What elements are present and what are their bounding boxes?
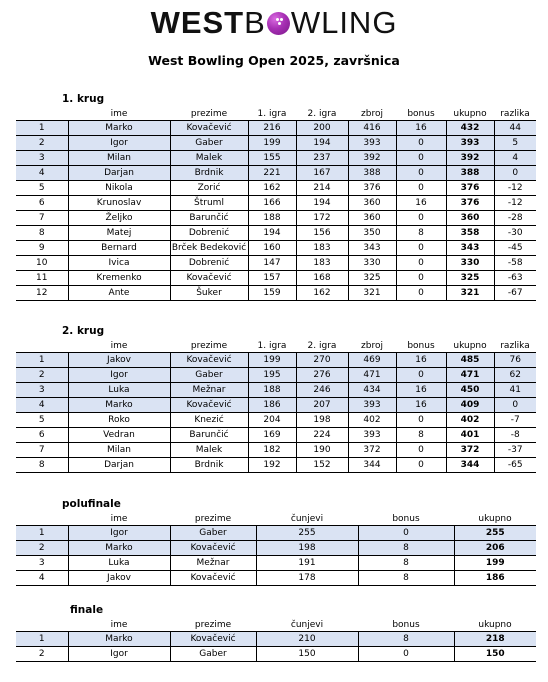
column-header: ime bbox=[110, 619, 128, 630]
table-cell: 401 bbox=[446, 428, 494, 443]
table-cell: 16 bbox=[396, 196, 446, 211]
column-header: ime bbox=[110, 108, 128, 119]
column-header: čunjevi bbox=[290, 513, 324, 524]
table-cell: 393 bbox=[348, 428, 396, 443]
table-cell: Dobrenić bbox=[170, 256, 248, 271]
logo-text-west: WEST bbox=[150, 5, 245, 40]
table-cell: 166 bbox=[248, 196, 296, 211]
table-cell: 147 bbox=[248, 256, 296, 271]
table-cell: Ivica bbox=[68, 256, 170, 271]
table-cell: 8 bbox=[16, 458, 68, 473]
table-row bbox=[16, 458, 536, 473]
table-cell: 16 bbox=[396, 121, 446, 136]
table-cell: 0 bbox=[396, 166, 446, 181]
table-cell: 4 bbox=[16, 398, 68, 413]
table-cell: 372 bbox=[348, 443, 396, 458]
page-title: West Bowling Open 2025, završnica bbox=[148, 53, 400, 68]
table-cell: Bernard bbox=[68, 241, 170, 256]
table-cell: Šuker bbox=[170, 286, 248, 301]
column-header: čunjevi bbox=[290, 619, 324, 630]
table-cell: 16 bbox=[396, 383, 446, 398]
table-cell: -30 bbox=[494, 226, 536, 241]
table-row bbox=[16, 181, 536, 196]
table-cell: 321 bbox=[348, 286, 396, 301]
table-cell: 152 bbox=[296, 458, 348, 473]
table-cell: Mežnar bbox=[170, 383, 248, 398]
table-cell: 199 bbox=[248, 353, 296, 368]
table-cell: 198 bbox=[256, 541, 358, 556]
column-header bbox=[16, 107, 68, 121]
table-cell: Darjan bbox=[68, 166, 170, 181]
table-cell: -45 bbox=[494, 241, 536, 256]
table-row bbox=[16, 383, 536, 398]
column-header bbox=[16, 512, 68, 526]
table-cell: 8 bbox=[358, 556, 454, 571]
table-cell: 156 bbox=[296, 226, 348, 241]
table-cell: 8 bbox=[396, 226, 446, 241]
table-cell: Luka bbox=[68, 383, 170, 398]
table-row bbox=[16, 571, 536, 586]
column-header: ukupno bbox=[453, 108, 487, 119]
table-cell: 255 bbox=[454, 526, 536, 541]
table-cell: 150 bbox=[256, 647, 358, 662]
table-cell: 3 bbox=[16, 556, 68, 571]
column-header: 2. igra bbox=[307, 108, 337, 119]
table-header-row bbox=[16, 512, 536, 526]
table-cell: 343 bbox=[348, 241, 396, 256]
column-header: prezime bbox=[194, 619, 232, 630]
table-row bbox=[16, 647, 536, 662]
table-cell: Kovačević bbox=[170, 398, 248, 413]
table-row bbox=[16, 196, 536, 211]
table-cell: 41 bbox=[494, 383, 536, 398]
final-heading: finale bbox=[70, 604, 104, 616]
table-cell: Luka bbox=[68, 556, 170, 571]
column-header: prezime bbox=[194, 513, 232, 524]
table-cell: 8 bbox=[16, 226, 68, 241]
table-cell: 358 bbox=[446, 226, 494, 241]
table-cell: 255 bbox=[256, 526, 358, 541]
table-cell: 167 bbox=[296, 166, 348, 181]
table-cell: 1 bbox=[16, 526, 68, 541]
table-cell: Milan bbox=[68, 443, 170, 458]
table-row bbox=[16, 136, 536, 151]
column-header: prezime bbox=[190, 108, 228, 119]
table-cell: -37 bbox=[494, 443, 536, 458]
table-cell: 10 bbox=[16, 256, 68, 271]
round1-table bbox=[16, 107, 536, 301]
table-cell: 3 bbox=[16, 151, 68, 166]
table-cell: Igor bbox=[68, 368, 170, 383]
table-cell: Gaber bbox=[170, 136, 248, 151]
table-cell: 343 bbox=[446, 241, 494, 256]
table-row bbox=[16, 166, 536, 181]
table-cell: 12 bbox=[16, 286, 68, 301]
column-header: ukupno bbox=[453, 340, 487, 351]
table-cell: 376 bbox=[446, 196, 494, 211]
table-cell: Malek bbox=[170, 151, 248, 166]
table-cell: 4 bbox=[16, 571, 68, 586]
logo-text-b: B bbox=[244, 5, 266, 40]
table-cell: 188 bbox=[248, 383, 296, 398]
column-header: 1. igra bbox=[257, 108, 287, 119]
table-cell: 0 bbox=[494, 166, 536, 181]
table-cell: Jakov bbox=[68, 353, 170, 368]
table-cell: Kovačević bbox=[170, 353, 248, 368]
table-cell: 194 bbox=[296, 196, 348, 211]
table-cell: Kovačević bbox=[170, 571, 256, 586]
table-cell: 186 bbox=[248, 398, 296, 413]
table-cell: -8 bbox=[494, 428, 536, 443]
table-cell: 8 bbox=[358, 541, 454, 556]
table-cell: Igor bbox=[68, 647, 170, 662]
table-cell: 194 bbox=[248, 226, 296, 241]
table-cell: 183 bbox=[296, 241, 348, 256]
table-cell: Darjan bbox=[68, 458, 170, 473]
column-header bbox=[16, 339, 68, 353]
table-cell: Dobrenić bbox=[170, 226, 248, 241]
table-cell: 172 bbox=[296, 211, 348, 226]
table-cell: 199 bbox=[248, 136, 296, 151]
table-cell: Štruml bbox=[170, 196, 248, 211]
table-cell: 409 bbox=[446, 398, 494, 413]
table-cell: 186 bbox=[454, 571, 536, 586]
table-cell: 7 bbox=[16, 443, 68, 458]
column-header: razlika bbox=[500, 340, 530, 351]
table-cell: 0 bbox=[396, 271, 446, 286]
bowling-ball-icon bbox=[267, 12, 290, 35]
table-cell: 372 bbox=[446, 443, 494, 458]
column-header: ime bbox=[110, 513, 128, 524]
table-cell: 1 bbox=[16, 353, 68, 368]
table-cell: Kremenko bbox=[68, 271, 170, 286]
table-cell: 450 bbox=[446, 383, 494, 398]
table-cell: 330 bbox=[446, 256, 494, 271]
column-header: bonus bbox=[392, 513, 420, 524]
table-cell: 321 bbox=[446, 286, 494, 301]
column-header bbox=[16, 618, 68, 632]
table-cell: Roko bbox=[68, 413, 170, 428]
table-cell: 393 bbox=[348, 136, 396, 151]
table-cell: Kovačević bbox=[170, 271, 248, 286]
table-cell: 192 bbox=[248, 458, 296, 473]
table-cell: Kovačević bbox=[170, 121, 248, 136]
table-cell: 1 bbox=[16, 121, 68, 136]
table-cell: -28 bbox=[494, 211, 536, 226]
table-cell: 402 bbox=[446, 413, 494, 428]
table-row bbox=[16, 151, 536, 166]
table-cell: Barunčić bbox=[170, 211, 248, 226]
table-cell: Zorić bbox=[170, 181, 248, 196]
table-cell: 0 bbox=[396, 458, 446, 473]
table-cell: 360 bbox=[348, 196, 396, 211]
column-header: zbroj bbox=[361, 108, 383, 119]
semifinal-table bbox=[16, 512, 536, 586]
table-row bbox=[16, 271, 536, 286]
table-cell: Željko bbox=[68, 211, 170, 226]
column-header: prezime bbox=[190, 340, 228, 351]
table-row bbox=[16, 398, 536, 413]
table-cell: Brdnik bbox=[170, 166, 248, 181]
table-cell: 159 bbox=[248, 286, 296, 301]
table-cell: Marko bbox=[68, 541, 170, 556]
table-cell: 200 bbox=[296, 121, 348, 136]
table-cell: 6 bbox=[16, 428, 68, 443]
final-table bbox=[16, 618, 536, 662]
table-cell: 270 bbox=[296, 353, 348, 368]
table-cell: 0 bbox=[358, 526, 454, 541]
table-cell: 190 bbox=[296, 443, 348, 458]
table-cell: 162 bbox=[248, 181, 296, 196]
table-cell: 0 bbox=[396, 181, 446, 196]
table-cell: 1 bbox=[16, 632, 68, 647]
table-cell: 0 bbox=[396, 241, 446, 256]
table-cell: -12 bbox=[494, 196, 536, 211]
table-cell: -65 bbox=[494, 458, 536, 473]
table-cell: 360 bbox=[446, 211, 494, 226]
table-cell: 2 bbox=[16, 368, 68, 383]
table-cell: 432 bbox=[446, 121, 494, 136]
column-header: 2. igra bbox=[307, 340, 337, 351]
table-row bbox=[16, 211, 536, 226]
table-cell: 7 bbox=[16, 211, 68, 226]
table-row bbox=[16, 526, 536, 541]
table-cell: 392 bbox=[446, 151, 494, 166]
table-row bbox=[16, 353, 536, 368]
table-cell: 150 bbox=[454, 647, 536, 662]
table-cell: 16 bbox=[396, 398, 446, 413]
table-cell: Krunoslav bbox=[68, 196, 170, 211]
table-cell: Ante bbox=[68, 286, 170, 301]
table-cell: 199 bbox=[454, 556, 536, 571]
table-cell: Mežnar bbox=[170, 556, 256, 571]
table-row bbox=[16, 413, 536, 428]
table-cell: 0 bbox=[396, 211, 446, 226]
table-cell: -58 bbox=[494, 256, 536, 271]
table-cell: Igor bbox=[68, 136, 170, 151]
table-cell: Kovačević bbox=[170, 632, 256, 647]
table-cell: 157 bbox=[248, 271, 296, 286]
table-cell: 393 bbox=[348, 398, 396, 413]
logo-text-wling: WLING bbox=[290, 5, 398, 40]
table-cell: Matej bbox=[68, 226, 170, 241]
table-cell: 434 bbox=[348, 383, 396, 398]
round2-heading: 2. krug bbox=[62, 325, 105, 337]
table-cell: 392 bbox=[348, 151, 396, 166]
table-cell: 214 bbox=[296, 181, 348, 196]
table-cell: 204 bbox=[248, 413, 296, 428]
table-cell: 2 bbox=[16, 647, 68, 662]
table-cell: -67 bbox=[494, 286, 536, 301]
table-cell: -63 bbox=[494, 271, 536, 286]
table-cell: Gaber bbox=[170, 526, 256, 541]
table-cell: 221 bbox=[248, 166, 296, 181]
table-cell: 16 bbox=[396, 353, 446, 368]
table-cell: 44 bbox=[494, 121, 536, 136]
table-row bbox=[16, 256, 536, 271]
table-cell: 168 bbox=[296, 271, 348, 286]
table-row bbox=[16, 632, 536, 647]
table-cell: 218 bbox=[454, 632, 536, 647]
table-cell: 182 bbox=[248, 443, 296, 458]
table-cell: Milan bbox=[68, 151, 170, 166]
table-cell: Gaber bbox=[170, 647, 256, 662]
table-cell: 4 bbox=[16, 166, 68, 181]
table-cell: 388 bbox=[446, 166, 494, 181]
table-cell: 8 bbox=[358, 571, 454, 586]
table-cell: 388 bbox=[348, 166, 396, 181]
table-cell: 0 bbox=[396, 413, 446, 428]
semifinal-heading: polufinale bbox=[62, 498, 121, 510]
table-cell: 4 bbox=[494, 151, 536, 166]
table-cell: 160 bbox=[248, 241, 296, 256]
table-cell: 2 bbox=[16, 136, 68, 151]
column-header: zbroj bbox=[361, 340, 383, 351]
table-cell: 11 bbox=[16, 271, 68, 286]
table-cell: 376 bbox=[446, 181, 494, 196]
table-cell: 344 bbox=[446, 458, 494, 473]
table-cell: Jakov bbox=[68, 571, 170, 586]
table-cell: 469 bbox=[348, 353, 396, 368]
column-header: razlika bbox=[500, 108, 530, 119]
table-cell: 206 bbox=[454, 541, 536, 556]
table-cell: 8 bbox=[396, 428, 446, 443]
table-cell: Igor bbox=[68, 526, 170, 541]
column-header: bonus bbox=[407, 108, 435, 119]
westbowling-logo bbox=[0, 6, 548, 40]
table-cell: 393 bbox=[446, 136, 494, 151]
column-header: ukupno bbox=[478, 513, 512, 524]
table-cell: 3 bbox=[16, 383, 68, 398]
table-cell: 9 bbox=[16, 241, 68, 256]
column-header: bonus bbox=[407, 340, 435, 351]
table-header-row bbox=[16, 339, 536, 353]
table-cell: 191 bbox=[256, 556, 358, 571]
table-cell: 183 bbox=[296, 256, 348, 271]
table-cell: Gaber bbox=[170, 368, 248, 383]
table-cell: 155 bbox=[248, 151, 296, 166]
table-row bbox=[16, 121, 536, 136]
table-cell: Malek bbox=[170, 443, 248, 458]
table-cell: 5 bbox=[16, 181, 68, 196]
table-cell: 350 bbox=[348, 226, 396, 241]
table-cell: 178 bbox=[256, 571, 358, 586]
table-cell: 198 bbox=[296, 413, 348, 428]
table-cell: 0 bbox=[494, 398, 536, 413]
column-header: ukupno bbox=[478, 619, 512, 630]
table-row bbox=[16, 286, 536, 301]
table-cell: 330 bbox=[348, 256, 396, 271]
table-cell: 224 bbox=[296, 428, 348, 443]
table-cell: 2 bbox=[16, 541, 68, 556]
table-cell: Brdnik bbox=[170, 458, 248, 473]
table-cell: 344 bbox=[348, 458, 396, 473]
table-cell: 471 bbox=[348, 368, 396, 383]
table-cell: 376 bbox=[348, 181, 396, 196]
column-header: 1. igra bbox=[257, 340, 287, 351]
table-cell: 5 bbox=[16, 413, 68, 428]
table-cell: 76 bbox=[494, 353, 536, 368]
table-cell: 0 bbox=[396, 151, 446, 166]
table-cell: Nikola bbox=[68, 181, 170, 196]
table-cell: Barunčić bbox=[170, 428, 248, 443]
table-cell: 246 bbox=[296, 383, 348, 398]
table-cell: 169 bbox=[248, 428, 296, 443]
table-row bbox=[16, 241, 536, 256]
table-cell: 207 bbox=[296, 398, 348, 413]
column-header: bonus bbox=[392, 619, 420, 630]
table-cell: Knezić bbox=[170, 413, 248, 428]
table-cell: 0 bbox=[396, 286, 446, 301]
table-row bbox=[16, 443, 536, 458]
table-cell: 0 bbox=[396, 443, 446, 458]
table-cell: 194 bbox=[296, 136, 348, 151]
table-cell: 62 bbox=[494, 368, 536, 383]
table-row bbox=[16, 428, 536, 443]
round2-table bbox=[16, 339, 536, 473]
table-cell: 0 bbox=[358, 647, 454, 662]
table-cell: 188 bbox=[248, 211, 296, 226]
table-row bbox=[16, 556, 536, 571]
table-cell: -12 bbox=[494, 181, 536, 196]
table-cell: 162 bbox=[296, 286, 348, 301]
table-cell: -7 bbox=[494, 413, 536, 428]
table-cell: 0 bbox=[396, 136, 446, 151]
table-row bbox=[16, 541, 536, 556]
table-cell: 0 bbox=[396, 256, 446, 271]
table-cell: 210 bbox=[256, 632, 358, 647]
table-cell: 276 bbox=[296, 368, 348, 383]
table-cell: 402 bbox=[348, 413, 396, 428]
table-cell: Marko bbox=[68, 121, 170, 136]
round1-heading: 1. krug bbox=[62, 93, 105, 105]
table-header-row bbox=[16, 107, 536, 121]
column-header: ime bbox=[110, 340, 128, 351]
table-cell: 237 bbox=[296, 151, 348, 166]
table-cell: Marko bbox=[68, 632, 170, 647]
table-cell: 416 bbox=[348, 121, 396, 136]
table-cell: 325 bbox=[446, 271, 494, 286]
table-row bbox=[16, 226, 536, 241]
table-cell: Kovačević bbox=[170, 541, 256, 556]
table-cell: 0 bbox=[396, 368, 446, 383]
table-row bbox=[16, 368, 536, 383]
table-cell: 5 bbox=[494, 136, 536, 151]
table-cell: Vedran bbox=[68, 428, 170, 443]
table-cell: 216 bbox=[248, 121, 296, 136]
table-cell: 471 bbox=[446, 368, 494, 383]
table-cell: Brček Bedeković bbox=[170, 241, 248, 256]
table-cell: 325 bbox=[348, 271, 396, 286]
table-cell: Marko bbox=[68, 398, 170, 413]
table-cell: 360 bbox=[348, 211, 396, 226]
table-header-row bbox=[16, 618, 536, 632]
table-cell: 485 bbox=[446, 353, 494, 368]
table-cell: 8 bbox=[358, 632, 454, 647]
table-cell: 195 bbox=[248, 368, 296, 383]
table-cell: 6 bbox=[16, 196, 68, 211]
